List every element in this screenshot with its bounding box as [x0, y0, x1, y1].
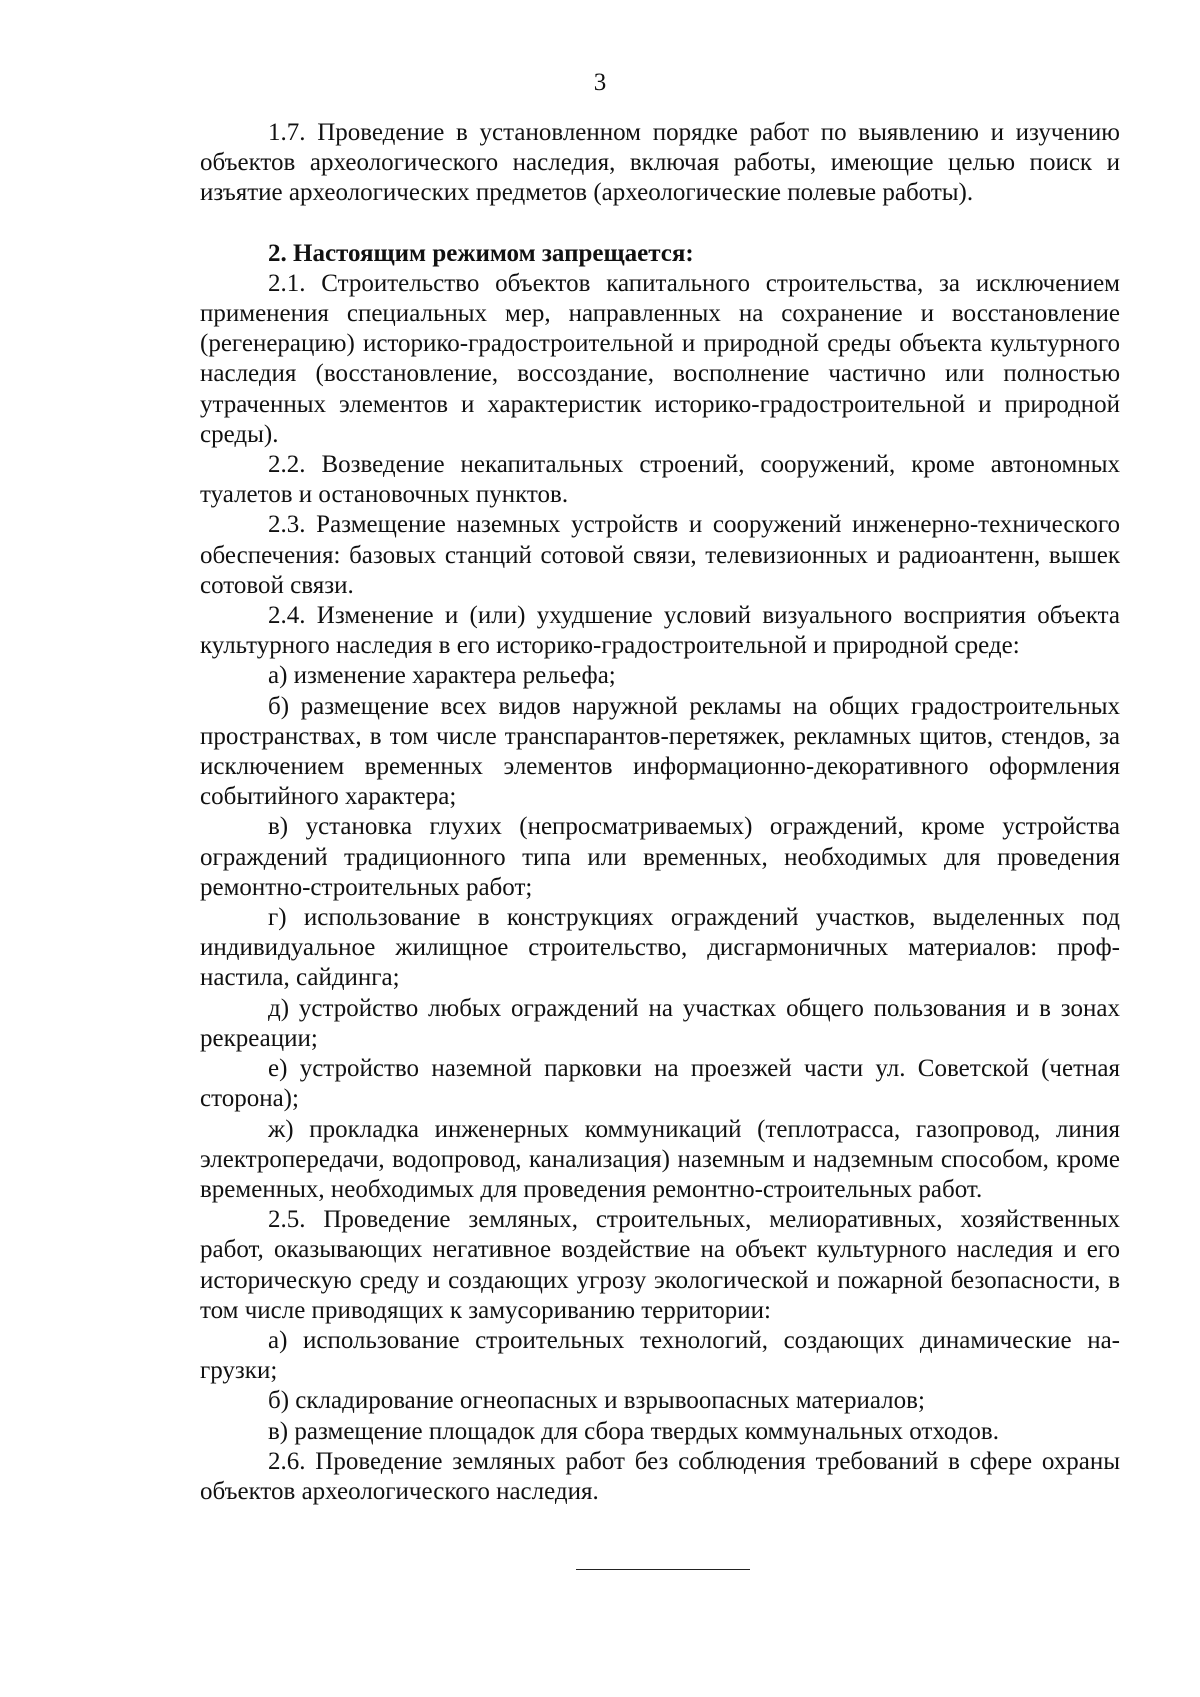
- paragraph-1-7: 1.7. Проведение в установленном порядке работ по выявлению и изучению объектов археологического наследия, включая работы, имеющие целью поиск и изъятие археологических предметов (археологические полевые работы).: [200, 119, 1120, 207]
- paragraph-2-3: 2.3. Размещение наземных устройств и сооружений инженерно-технического обеспечения: базовых станций сотовой связи, телевизионных и радиоантенн, вышек сотовой связи.: [200, 511, 1120, 599]
- paragraph-2-5-v: в) размещение площадок для сбора твердых коммунальных отходов.: [268, 1417, 999, 1445]
- end-of-document-rule: [576, 1569, 750, 1570]
- paragraph-2-4-g: г) использование в конструкциях ограждений участков, выделенных под индивидуальное жилищное строительство, дисгармоничных материалов: профнастила, сайдинга;: [200, 904, 1120, 992]
- paragraph-2-4-zh: ж) прокладка инженерных коммуникаций (теплотрасса, газопровод, линия электропередачи, водопровод, канализация) наземным и надземным способом, кроме временных, необходимых для проведения ремонтно-строительных работ.: [200, 1115, 1120, 1203]
- section-2-heading: 2. Настоящим режимом запрещается:: [268, 239, 694, 267]
- paragraph-2-4-d: д) устройство любых ограждений на участках общего пользования и в зонах рекреации;: [200, 994, 1120, 1052]
- paragraph-2-6: 2.6. Проведение земляных работ без соблюдения требований в сфере охраны объектов археологического наследия.: [200, 1447, 1120, 1505]
- paragraph-2-4-v: в) установка глухих (непросматриваемых) ограждений, кроме устройства ограждений традиционного типа или временных, необходимых для проведения ремонтно-строительных работ;: [200, 813, 1120, 901]
- document-body: [200, 118, 1120, 1507]
- paragraph-2-4: 2.4. Изменение и (или) ухудшение условий визуального восприятия объекта культурного наследия в его историко-градостроительной и природной среде:: [200, 602, 1120, 660]
- paragraph-2-4-e: е) устройство наземной парковки на проезжей части ул. Советской (четная сторона);: [200, 1055, 1120, 1113]
- paragraph-2-4-a: а) изменение характера рельефа;: [268, 662, 616, 690]
- paragraph-2-4-b: б) размещение всех видов наружной рекламы на общих градостроительных пространствах, в том числе транспарантов-перетяжек, рекламных щитов, стендов, за исключением временных элементов информационно-декоративного оформления событийного характера;: [200, 692, 1120, 811]
- paragraph-2-1: 2.1. Строительство объектов капитального строительства, за исключением применения специальных мер, направленных на сохранение и восстановление (регенерацию) историко-градостроительной и природной среды объекта культурного наследия (восстановление, воссоздание, восполнение частично или полностью утраченных элементов и характеристик историко-градостроительной и природной среды).: [200, 269, 1120, 448]
- paragraph-2-5-b: б) складирование огнеопасных и взрывоопасных материалов;: [268, 1387, 925, 1415]
- paragraph-2-5-a: а) использование строительных технологий, создающих динамические нагрузки;: [200, 1326, 1120, 1385]
- page-number: 3: [593, 69, 607, 96]
- paragraph-2-5: 2.5. Проведение земляных, строительных, мелиоративных, хозяйственных работ, оказывающих негативное воздействие на объект культурного наследия и его историческую среду и создающих угрозу экологической и пожарной безопасности, в том числе приводящих к замусориванию территории:: [200, 1206, 1120, 1324]
- paragraph-2-2: 2.2. Возведение некапитальных строений, сооружений, кроме автономных туалетов и остановочных пунктов.: [200, 451, 1120, 509]
